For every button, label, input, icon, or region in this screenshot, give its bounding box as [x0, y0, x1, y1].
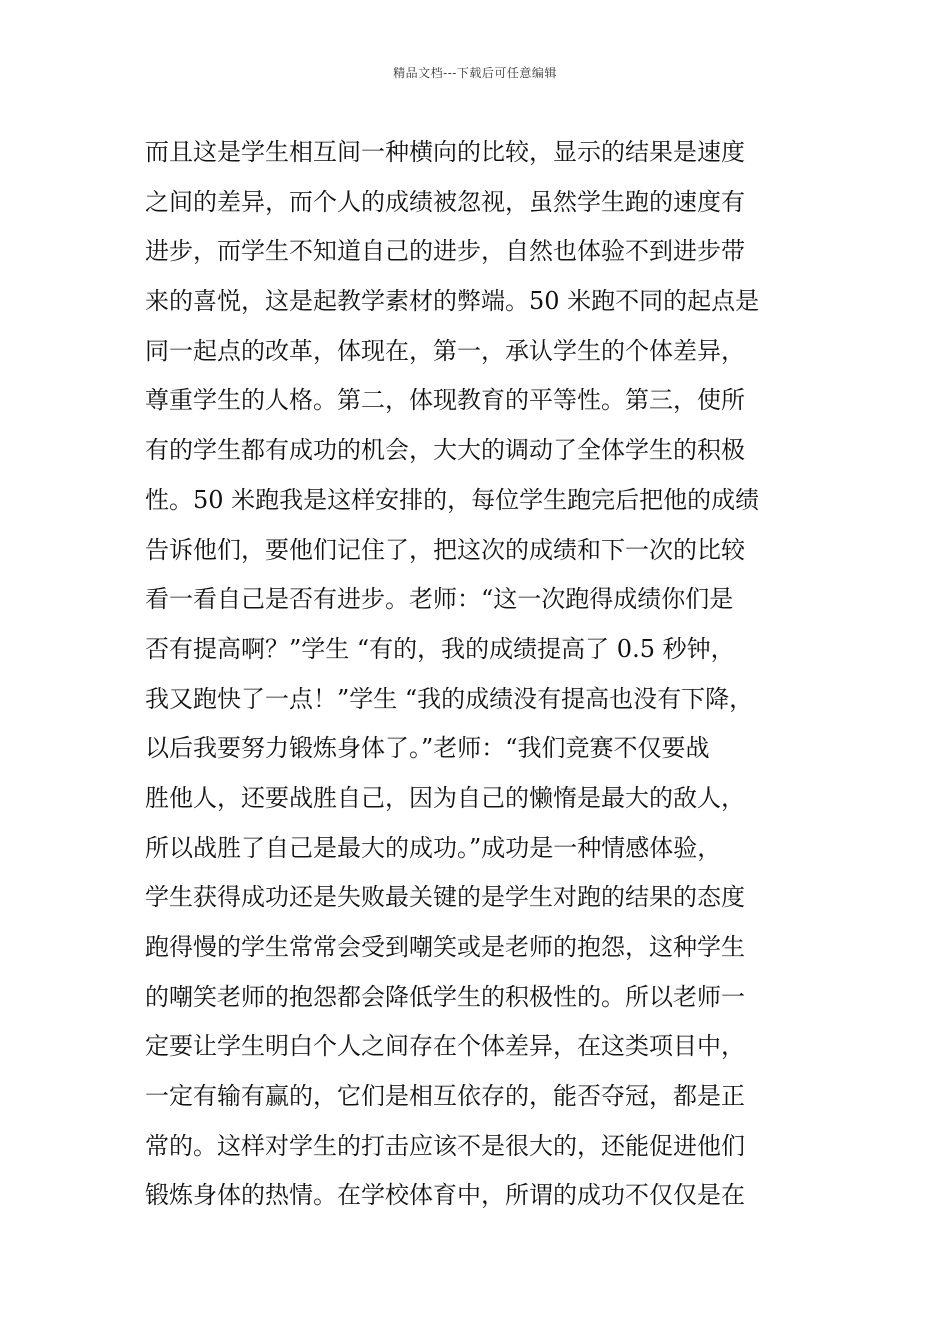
page-header: 精品文档---下载后可任意编辑	[393, 66, 557, 80]
text-line: 常的。这样对学生的打击应该不是很大的，还能促进他们	[145, 1131, 745, 1160]
text-line: 的嘲笑老师的抱怨都会降低学生的积极性的。所以老师一	[145, 982, 745, 1011]
text-line: 同一起点的改革，体现在，第一，承认学生的个体差异，	[145, 336, 745, 365]
text-line: 学生获得成功还是失败最关键的是学生对跑的结果的态度	[145, 883, 745, 912]
text-line: 告诉他们，要他们记住了，把这次的成绩和下一次的比较	[145, 535, 745, 564]
text-line: 以后我要努力锻炼身体了。”老师：“我们竞赛不仅要战	[145, 734, 710, 763]
text-line: 之间的差异，而个人的成绩被忽视，虽然学生跑的速度有	[145, 187, 745, 216]
text-line: 锻炼身体的热情。在学校体育中，所谓的成功不仅仅是在	[145, 1181, 745, 1210]
text-line: 否有提高啊？”学生 “有的，我的成绩提高了 0.5 秒钟，	[145, 634, 735, 663]
text-line: 所以战胜了自己是最大的成功。”成功是一种情感体验，	[145, 833, 722, 862]
text-line: 而且这是学生相互间一种横向的比较，显示的结果是速度	[145, 138, 745, 166]
text-line: 性。50 米跑我是这样安排的，每位学生跑完后把他的成绩	[145, 485, 760, 514]
text-line: 跑得慢的学生常常会受到嘲笑或是老师的抱怨，这种学生	[145, 933, 745, 961]
text-line: 我又跑快了一点！”学生 “我的成绩没有提高也没有下降，	[145, 684, 754, 713]
body-text	[145, 128, 835, 1221]
text-line: 来的喜悦，这是起教学素材的弊端。50 米跑不同的起点是	[145, 287, 760, 316]
text-line: 进步，而学生不知道自己的进步，自然也体验不到进步带	[145, 237, 745, 266]
text-line: 定要让学生明白个人之间存在个体差异，在这类项目中，	[145, 1032, 745, 1061]
text-line: 有的学生都有成功的机会，大大的调动了全体学生的积极	[145, 436, 745, 465]
text-line: 看一看自己是否有进步。老师：“这一次跑得成绩你们是	[145, 585, 734, 614]
text-line: 尊重学生的人格。第二，体现教育的平等性。第三，使所	[145, 386, 745, 415]
text-line: 一定有输有赢的，它们是相互依存的，能否夺冠，都是正	[145, 1082, 745, 1111]
text-line: 胜他人，还要战胜自己，因为自己的懒惰是最大的敌人，	[145, 783, 745, 812]
